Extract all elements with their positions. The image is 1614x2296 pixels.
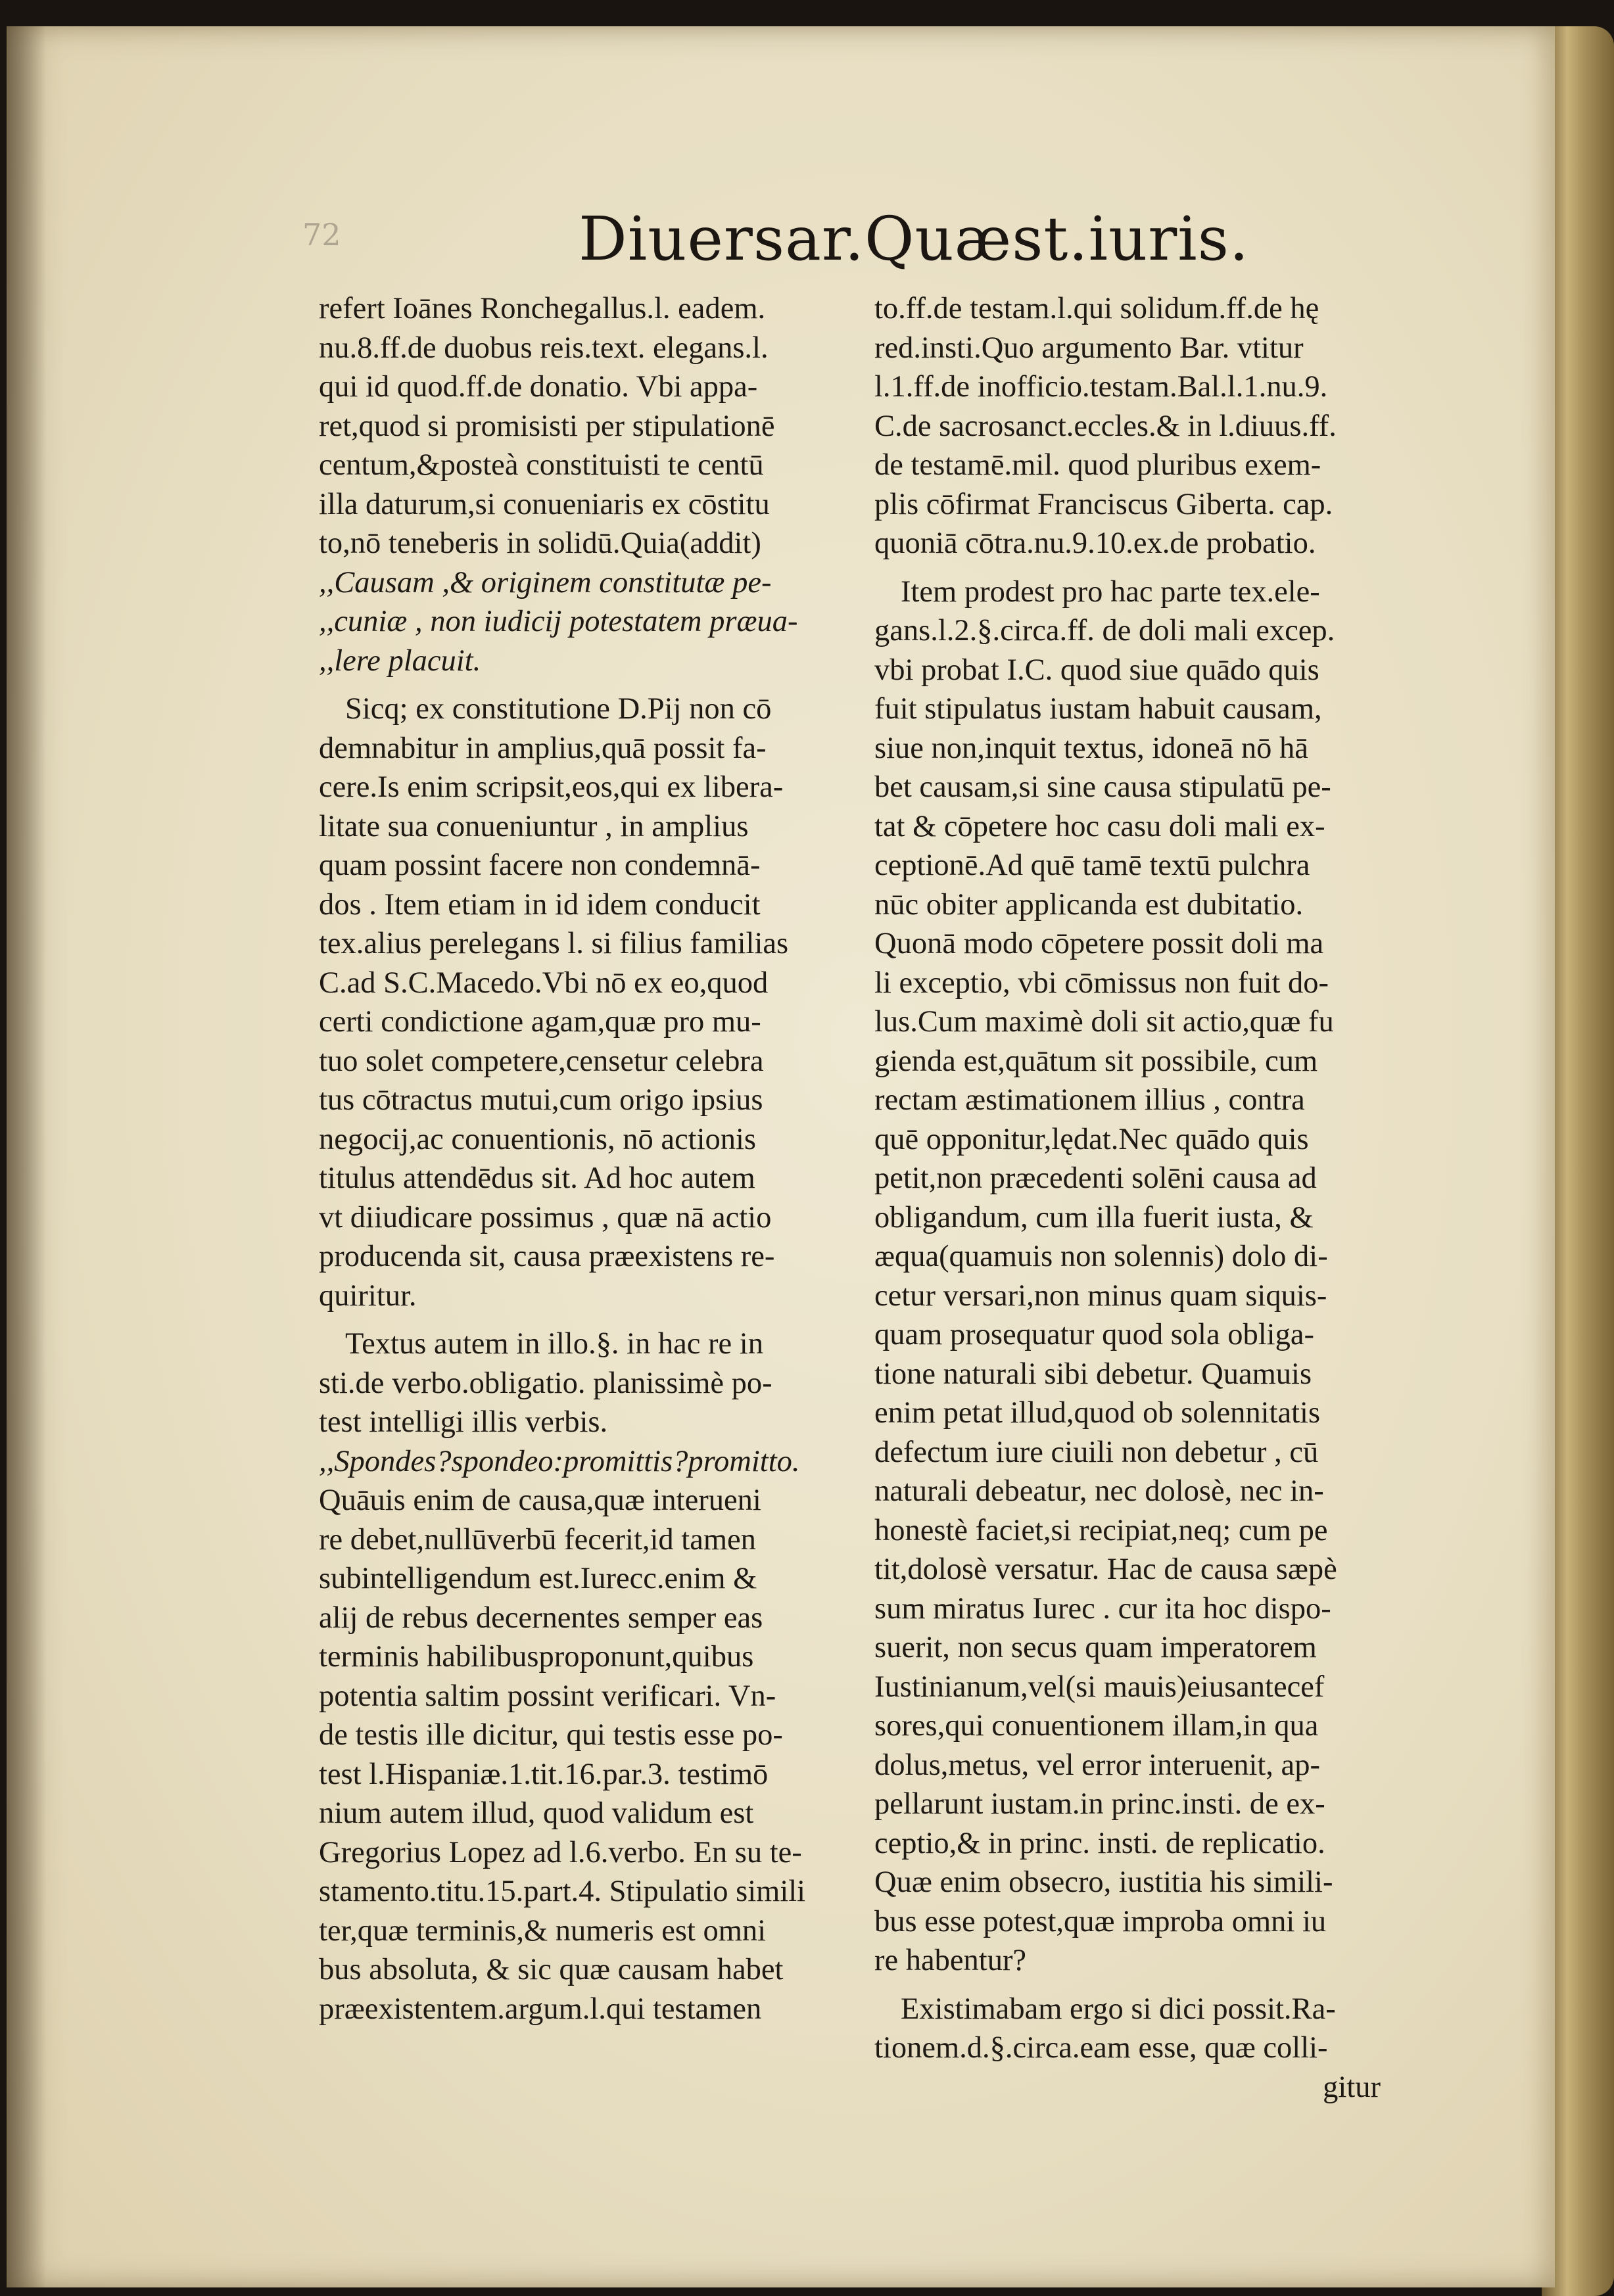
left-column-line: dos . Item etiam in id idem conducit — [319, 887, 761, 922]
right-column-line: to.ff.de testam.l.qui solidum.ff.de hę — [874, 292, 1319, 325]
right-column-line: honestè faciet,si recipiat,neq; cum pe — [874, 1513, 1328, 1547]
left-column-line: cere.Is enim scripsit,eos,qui ex libera- — [319, 770, 784, 804]
left-column-line: subintelligendum est.Iurecc.enim & — [319, 1562, 757, 1595]
left-column-line: nium autem illud, quod validum est — [319, 1796, 754, 1830]
left-column-line: titulus attendēdus sit. Ad hoc autem — [319, 1161, 755, 1195]
left-column-line: quam possint facere non condemnā- — [319, 849, 761, 882]
left-column-line: ter,quæ terminis,& numeris est omni — [319, 1913, 767, 1948]
right-column-line: li exceptio, vbi cōmissus non fuit do- — [874, 966, 1329, 1000]
left-column-line: ,,Spondes?spondeo:promittis?promitto. — [319, 1444, 800, 1478]
left-column-line: præexistentem.argum.l.qui testamen — [319, 1992, 762, 2026]
left-column-line: ,,cuniæ , non iudicij potestatem præua- — [319, 605, 798, 638]
right-column-line: Item prodest pro hac parte tex.ele- — [901, 574, 1320, 609]
left-column-line: negocij,ac conuentionis, nō actionis — [319, 1122, 757, 1156]
right-column-line: petit,non præcedenti solēni causa ad — [874, 1161, 1317, 1195]
right-column-line: gans.l.2.§.circa.ff. de doli mali excep. — [874, 614, 1335, 647]
left-column-line: refert Ioānes Ronchegallus.l. eadem. — [319, 292, 766, 325]
right-column-line: tit,dolosè versatur. Hac de causa sæpè — [874, 1553, 1337, 1586]
right-column-line: de testamē.mil. quod pluribus exem- — [874, 448, 1321, 482]
right-column-line: re habentur? — [874, 1944, 1027, 1977]
left-column-line: re debet,nullūverbū fecerit,id tamen — [319, 1522, 756, 1557]
left-column-line: litate sua conueniuntur , in amplius — [319, 809, 749, 843]
left-column-line: bus absoluta, & sic quæ causam habet — [319, 1953, 784, 1986]
right-column-line: pellarunt iustam.in princ.insti. de ex- — [874, 1787, 1325, 1821]
left-column-line: de testis ille dicitur, qui testis esse po- — [319, 1718, 783, 1752]
right-column-line: Existimabam ergo si dici possit.Ra- — [901, 1992, 1336, 2026]
left-column-line: tus cōtractus mutui,cum origo ipsius — [319, 1083, 763, 1117]
left-column-line: quiritur. — [319, 1278, 417, 1313]
right-column-line: ceptio,& in princ. insti. de replicatio. — [874, 1826, 1325, 1860]
right-column-line: suerit, non secus quam imperatorem — [874, 1631, 1317, 1664]
right-column-line: siue non,inquit textus, idoneā nō hā — [874, 731, 1308, 765]
left-column-line: stamento.titu.15.part.4. Stipulatio simili — [319, 1875, 806, 1908]
left-column-line: qui id quod.ff.de donatio. Vbi appa- — [319, 370, 758, 404]
right-column-line: bus esse potest,quæ improba omni iu — [874, 1904, 1327, 1938]
right-column-line: tione naturali sibi debetur. Quamuis — [874, 1357, 1312, 1391]
left-text-column — [319, 289, 845, 2028]
left-column-line: ,,lere placuit. — [319, 644, 481, 678]
page-gutter-shadow — [7, 26, 46, 2287]
running-head: Diuersar.Quæst.iuris. — [579, 204, 1250, 274]
right-column-line: plis cōfirmat Franciscus Giberta. cap. — [874, 487, 1333, 521]
left-column-line: terminis habilibusproponunt,quibus — [319, 1640, 754, 1674]
right-column-line: sores,qui conuentionem illam,in qua — [874, 1709, 1319, 1743]
left-column-line: sti.de verbo.obligatio. planissimè po- — [319, 1366, 772, 1400]
right-column-line: quē opponitur,lędat.Nec quādo quis — [874, 1122, 1309, 1156]
left-column-line: Quāuis enim de causa,quæ interueni — [319, 1484, 761, 1517]
left-column-line: ret,quod si promisisti per stipulationē — [319, 409, 775, 443]
left-column-line: test intelligi illis verbis. — [319, 1405, 608, 1439]
left-column-line: centum,&posteà constituisti te centū — [319, 448, 764, 482]
right-column-line: enim petat illud,quod ob solennitatis — [874, 1396, 1321, 1430]
right-column-line: ceptionē.Ad quē tamē textū pulchra — [874, 849, 1310, 882]
right-column-line: fuit stipulatus iustam habuit causam, — [874, 692, 1322, 726]
left-column-line: tuo solet competere,censetur celebra — [319, 1044, 764, 1078]
right-column-line: dolus,metus, vel error interuenit, ap- — [874, 1748, 1320, 1782]
right-column-line: rectam æstimationem illius , contra — [874, 1083, 1305, 1117]
left-column-line: tex.alius perelegans l. si filius familias — [319, 927, 789, 960]
left-column-line: Gregorius Lopez ad l.6.verbo. En su te- — [319, 1835, 802, 1869]
left-column-line: C.ad S.C.Macedo.Vbi nō ex eo,quod — [319, 966, 769, 1000]
left-column-line: to,nō teneberis in solidū.Quia(addit) — [319, 527, 761, 560]
right-column-line: gitur — [1323, 2070, 1381, 2104]
right-column-line: quoniā cōtra.nu.9.10.ex.de probatio. — [874, 527, 1316, 560]
right-column-line: C.de sacrosanct.eccles.& in l.diuus.ff. — [874, 409, 1337, 443]
left-column-line: nu.8.ff.de duobus reis.text. elegans.l. — [319, 331, 769, 365]
right-column-line: sum miratus Iurec . cur ita hoc dispo- — [874, 1591, 1331, 1626]
right-column-line: tionem.d.§.circa.eam esse, quæ colli- — [874, 2031, 1328, 2065]
right-column-line: Iustinianum,vel(si mauis)eiusantecef — [874, 1670, 1325, 1704]
right-column-line: naturali debeatur, nec dolosè, nec in- — [874, 1474, 1324, 1508]
left-column-line: Sicq; ex constitutione D.Pij non cō — [345, 692, 772, 726]
right-column-line: Quonā modo cōpetere possit doli ma — [874, 927, 1324, 960]
right-column-line: Quæ enim obsecro, iustitia his simili- — [874, 1865, 1333, 1899]
left-column-line: ,,Causam ,& originem constitutæ pe- — [319, 565, 772, 599]
left-column-line: illa daturum,si conueniaris ex cōstitu — [319, 487, 770, 521]
right-column-line: red.insti.Quo argumento Bar. vtitur — [874, 331, 1304, 365]
right-column-line: gienda est,quātum sit possibile, cum — [874, 1044, 1318, 1078]
book-page — [7, 26, 1555, 2287]
right-column-line: obligandum, cum illa fuerit iusta, & — [874, 1200, 1314, 1234]
left-column-line: producenda sit, causa præexistens re- — [319, 1240, 775, 1273]
right-column-line: tat & cōpetere hoc casu doli mali ex- — [874, 809, 1325, 843]
right-column-line: lus.Cum maximè doli sit actio,quæ fu — [874, 1005, 1334, 1039]
right-column-line: quam prosequatur quod sola obliga- — [874, 1318, 1314, 1351]
folio-number: 72 — [302, 217, 341, 252]
right-column-line: l.1.ff.de inofficio.testam.Bal.l.1.nu.9. — [874, 370, 1328, 404]
right-text-column — [874, 289, 1400, 2107]
left-column-line: alij de rebus decernentes semper eas — [319, 1601, 763, 1635]
left-column-line: demnabitur in amplius,quā possit fa- — [319, 731, 767, 765]
left-column-line: test l.Hispaniæ.1.tit.16.par.3. testimō — [319, 1757, 769, 1791]
right-column-line: æqua(quamuis non solennis) dolo di- — [874, 1240, 1328, 1273]
left-column-line: certi condictione agam,quæ pro mu- — [319, 1005, 761, 1039]
right-column-line: nūc obiter applicanda est dubitatio. — [874, 887, 1304, 922]
right-column-line: defectum iure ciuili non debetur , cū — [874, 1435, 1319, 1469]
left-column-line: potentia saltim possint verificari. Vn- — [319, 1679, 776, 1713]
left-column-line: vt diiudicare possimus , quæ nā actio — [319, 1200, 772, 1234]
right-column-line: cetur versari,non minus quam siquis- — [874, 1278, 1327, 1313]
left-column-line: Textus autem in illo.§. in hac re in — [345, 1327, 763, 1361]
right-column-line: vbi probat I.C. quod siue quādo quis — [874, 653, 1319, 687]
right-column-line: bet causam,si sine causa stipulatū pe- — [874, 770, 1331, 804]
